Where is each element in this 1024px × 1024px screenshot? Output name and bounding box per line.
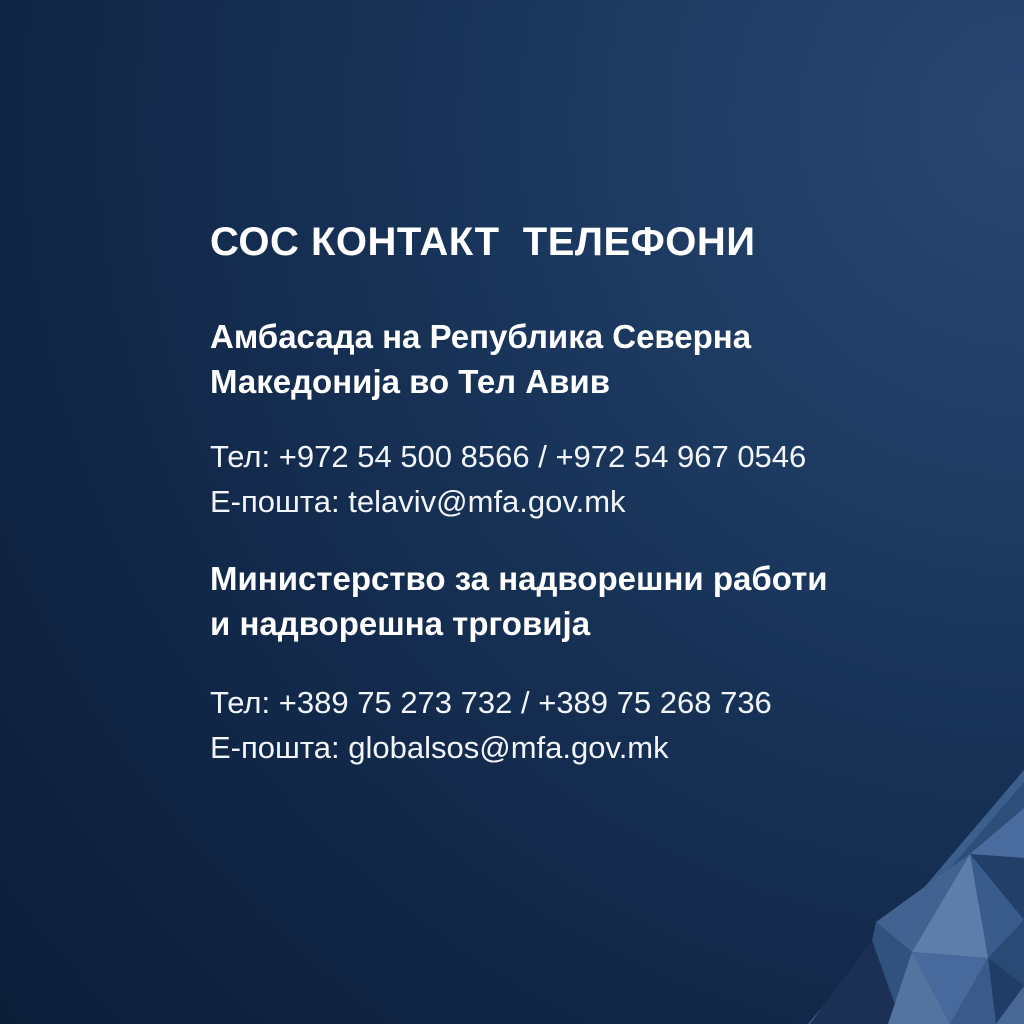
ministry-section-heading — [210, 556, 870, 646]
embassy-contact-block — [210, 434, 870, 524]
phone-label: Тел: — [210, 439, 271, 474]
ministry-phone-numbers: +389 75 273 732 / +389 75 268 736 — [278, 685, 772, 720]
embassy-heading-line-2: Македонија во Тел Авив — [210, 363, 610, 400]
embassy-phone-numbers: +972 54 500 8566 / +972 54 967 0546 — [278, 439, 807, 474]
ministry-email-address: globalsos@mfa.gov.mk — [348, 730, 669, 765]
ministry-heading-line-1: Министерство за надворешни работи — [210, 560, 828, 597]
embassy-heading-line-1: Амбасада на Република Северна — [210, 318, 752, 355]
embassy-phone-line — [210, 434, 870, 479]
email-label: Е-пошта: — [210, 730, 340, 765]
page-title: СОС КОНТАКТ ТЕЛЕФОНИ — [210, 220, 756, 264]
embassy-section-heading — [210, 314, 870, 404]
embassy-email-line — [210, 479, 870, 524]
ministry-phone-line — [210, 680, 870, 725]
corner-crystal-decoration-icon — [724, 724, 1024, 1024]
embassy-email-address: telaviv@mfa.gov.mk — [348, 484, 626, 519]
ministry-heading-line-2: и надворешна трговија — [210, 605, 591, 642]
email-label: Е-пошта: — [210, 484, 340, 519]
phone-label: Тел: — [210, 685, 271, 720]
